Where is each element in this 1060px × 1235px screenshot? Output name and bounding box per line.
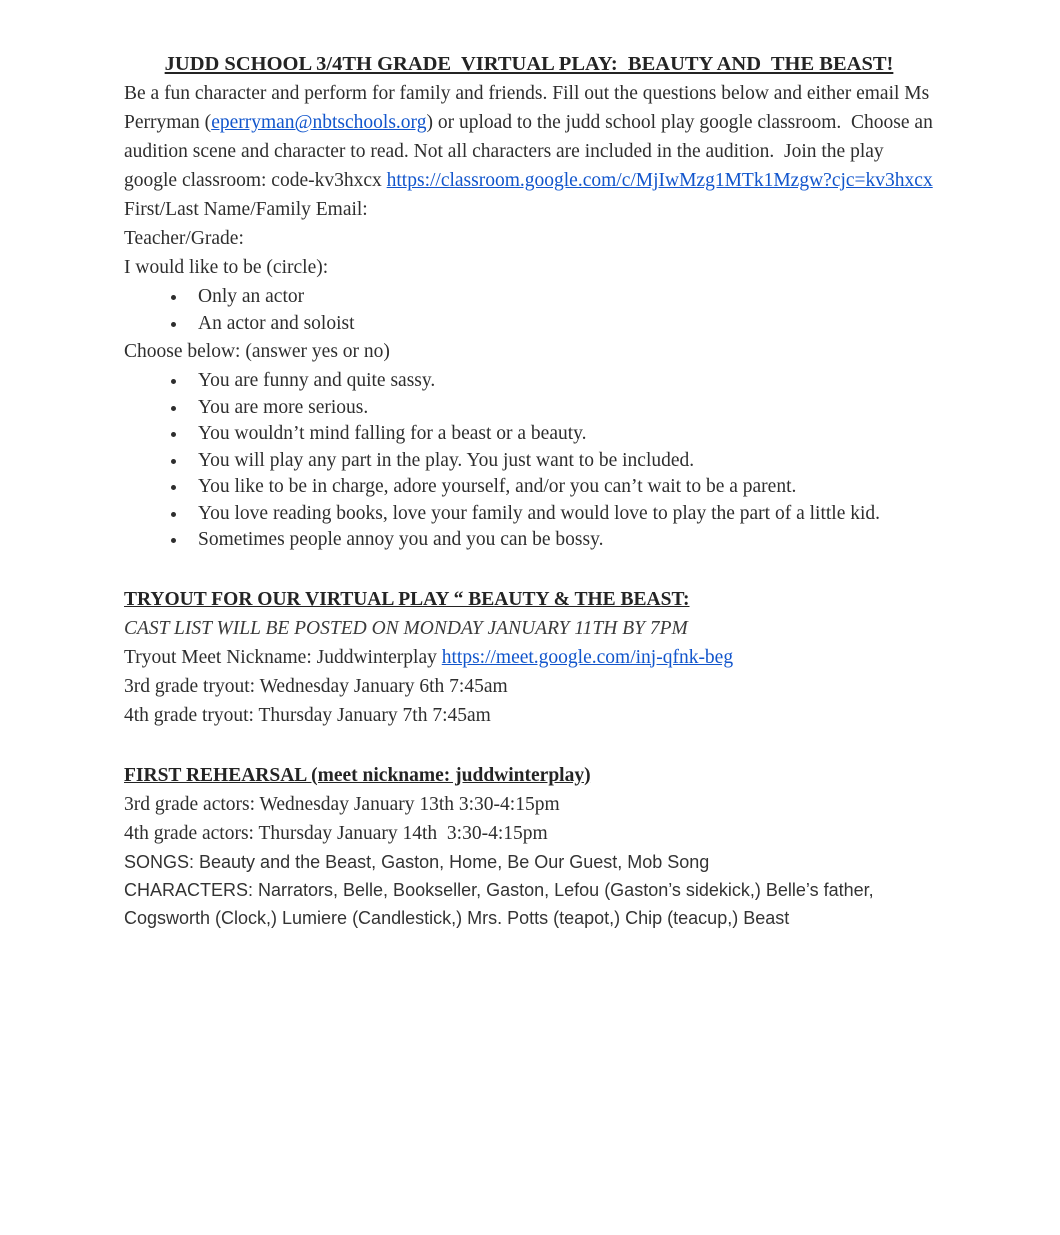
question-item: • You wouldn’t mind falling for a beast or a beauty. <box>188 421 934 448</box>
tryout-meet-line <box>124 643 934 672</box>
intro-text-2: ) or upload to the judd school play google classroom. Choose an audition scene and character to read. Not all characters are included in the audition. Join the play google classroom: code-kv3hxcx <box>124 112 938 191</box>
intro-text-1: Be a fun character and perform for family and friends. Fill out the questions below and either email Ms Perryman ( <box>124 83 935 133</box>
questions-list <box>124 368 934 554</box>
role-options-list <box>124 284 934 337</box>
circle-prompt: I would like to be (circle): <box>124 257 329 278</box>
choose-prompt: Choose below: (answer yes or no) <box>124 341 390 362</box>
intro-paragraph <box>124 79 938 195</box>
grade4-tryout-line: 4th grade tryout: Thursday January 7th 7:45am <box>124 704 491 726</box>
question-item: • Sometimes people annoy you and you can be bossy. <box>188 527 934 554</box>
characters-line: CHARACTERS: Narrators, Belle, Bookseller, Gaston, Lefou (Gaston’s sidekick,) Belle’s father, Cogsworth (Clock,) Lumiere (Candlestick,) Mrs. Potts (teapot,) Chip (teacup,) Beast <box>124 879 879 928</box>
question-item: • You love reading books, love your family and would love to play the part of a little kid. <box>188 501 934 528</box>
document-title: JUDD SCHOOL 3/4TH GRADE VIRTUAL PLAY: BEAUTY AND THE BEAST! <box>164 53 894 75</box>
teacher-grade-label: Teacher/Grade: <box>124 228 244 249</box>
question-item: • You are more serious. <box>188 395 934 422</box>
name-email-label: First/Last Name/Family Email: <box>124 199 368 220</box>
meet-link[interactable]: https://meet.google.com/inj-qfnk-beg <box>441 646 734 668</box>
rehearsal-heading: FIRST REHEARSAL (meet nickname: juddwinterplay) <box>124 764 591 786</box>
role-option: • Only an actor <box>188 284 934 311</box>
classroom-link[interactable]: https://classroom.google.com/c/MjIwMzg1MTk1Mzgw?cjc=kv3hxcx <box>386 170 933 191</box>
role-option: • An actor and soloist <box>188 311 934 338</box>
email-link[interactable]: eperryman@nbtschools.org <box>211 112 427 133</box>
question-item: • You are funny and quite sassy. <box>188 368 934 395</box>
songs-line: SONGS: Beauty and the Beast, Gaston, Home, Be Our Guest, Mob Song <box>124 851 710 872</box>
question-item: • You like to be in charge, adore yourself, and/or you can’t wait to be a parent. <box>188 474 934 501</box>
grade4-rehearsal-line: 4th grade actors: Thursday January 14th 3:30-4:15pm <box>124 822 548 844</box>
tryout-heading: TRYOUT FOR OUR VIRTUAL PLAY “ BEAUTY & THE BEAST: <box>124 588 690 610</box>
grade3-tryout-line: 3rd grade tryout: Wednesday January 6th 7:45am <box>124 675 508 697</box>
question-item: • You will play any part in the play. You just want to be included. <box>188 448 934 475</box>
cast-list-notice: CAST LIST WILL BE POSTED ON MONDAY JANUARY 11TH BY 7PM <box>124 617 688 639</box>
tryout-meet-label: Tryout Meet Nickname: Juddwinterplay <box>124 646 442 668</box>
grade3-rehearsal-line: 3rd grade actors: Wednesday January 13th 3:30-4:15pm <box>124 793 560 815</box>
